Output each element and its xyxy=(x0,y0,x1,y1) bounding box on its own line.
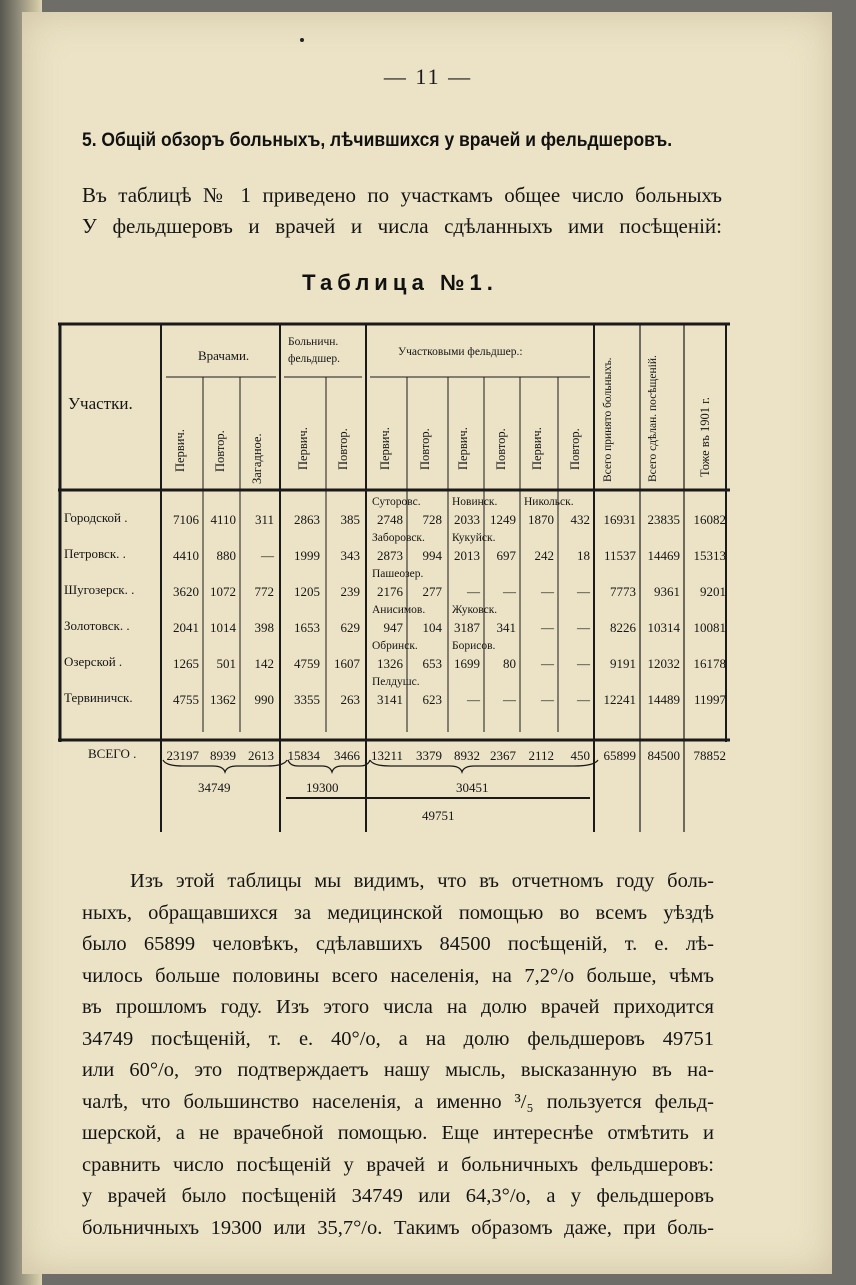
cell-tp: 9191 xyxy=(610,656,636,671)
intro-line: Въ таблицѣ № 1 приведено по участкамъ общее число больныхъ xyxy=(82,183,722,207)
cell-p1b: 623 xyxy=(422,692,442,707)
cell-h1: 1653 xyxy=(294,620,320,635)
cell-h1: 4759 xyxy=(294,656,320,671)
total-p1b: 3379 xyxy=(416,748,442,763)
district-name: Жуковск. xyxy=(452,604,498,616)
cell-p1b: 728 xyxy=(422,512,442,527)
row-name: Тервиничск. xyxy=(64,690,133,705)
cell-d3: 990 xyxy=(254,692,274,707)
cell-d2: 1072 xyxy=(210,584,236,599)
cell-p2a: 2013 xyxy=(454,548,480,563)
district-name: Анисимов. xyxy=(372,604,426,616)
cell-t1901: 11997 xyxy=(693,692,726,707)
total-d3: 2613 xyxy=(248,748,274,763)
cell-p1a: 2176 xyxy=(377,584,403,599)
cell-d3: — xyxy=(261,548,274,563)
header-total-patients: Всего принято больныхъ. xyxy=(602,357,614,482)
cell-d2: 1014 xyxy=(210,620,236,635)
row-name: Городской . xyxy=(64,510,128,525)
district-name: Пелдушс. xyxy=(372,676,420,688)
row-name: Петровск. . xyxy=(64,546,126,561)
cell-tv: 14469 xyxy=(647,548,680,563)
cell-p3b: — xyxy=(577,620,590,635)
district-name: Борисов. xyxy=(452,640,496,652)
cell-t1901: 9201 xyxy=(700,584,726,599)
cell-h2: 239 xyxy=(340,584,360,599)
cell-tp: 11537 xyxy=(603,548,636,563)
cell-tp: 16931 xyxy=(603,512,636,527)
total-p1a: 13211 xyxy=(370,748,403,763)
cell-p2a: 1699 xyxy=(454,656,480,671)
district-name: Заборовск. xyxy=(372,532,425,544)
cell-p2a: 2033 xyxy=(454,512,480,527)
district-name: Пашеозер. xyxy=(372,568,424,580)
cell-p3b: — xyxy=(577,692,590,707)
cell-tv: 9361 xyxy=(654,584,680,599)
sub-repeat: Повтор. xyxy=(568,428,582,470)
cell-p2a: — xyxy=(467,692,480,707)
cell-h1: 2863 xyxy=(294,512,320,527)
cell-h2: 343 xyxy=(340,548,360,563)
body-line: было 65899 человѣкъ, сдѣлавшихъ 84500 посѣщеній, т. е. лѣ- xyxy=(82,933,714,955)
district-name: Обринск. xyxy=(372,640,418,652)
cell-d2: 4110 xyxy=(210,512,236,527)
sub-first: Первич. xyxy=(456,427,470,470)
header-total-visits: Всего сдѣлан. посѣщеній. xyxy=(647,355,659,482)
cell-d2: 501 xyxy=(216,656,236,671)
cell-p3b: 18 xyxy=(577,548,590,563)
cell-p1a: 2873 xyxy=(377,548,403,563)
cell-d1: 1265 xyxy=(173,656,199,671)
total-tv: 84500 xyxy=(647,748,680,763)
cell-d3: 398 xyxy=(254,620,274,635)
cell-p2b: 341 xyxy=(496,620,516,635)
cell-d1: 4755 xyxy=(173,692,199,707)
cell-tp: 7773 xyxy=(610,584,636,599)
sub-repeat: Повтор. xyxy=(336,428,350,470)
total-h2: 3466 xyxy=(334,748,360,763)
sub-repeat: Повтор. xyxy=(418,428,432,470)
statistics-table xyxy=(58,322,730,842)
cell-t1901: 10081 xyxy=(693,620,726,635)
cell-d1: 3620 xyxy=(173,584,199,599)
district-name: Новинск. xyxy=(452,496,498,508)
cell-p2b: 1249 xyxy=(490,512,516,527)
cell-h2: 263 xyxy=(340,692,360,707)
sum-feldsher: 49751 xyxy=(422,808,455,823)
cell-p1b: 277 xyxy=(422,584,442,599)
cell-h1: 1205 xyxy=(294,584,320,599)
body-line: или 60°/о, это подтверждаетъ нашу мысль, высказанную въ на- xyxy=(82,1059,714,1081)
cell-p1a: 1326 xyxy=(377,656,403,671)
body-line: чалѣ, что большинство населенія, а именно ³/₅ пользуется фельд- xyxy=(82,1090,714,1113)
cell-d1: 4410 xyxy=(173,548,199,563)
cell-d3: 772 xyxy=(254,584,274,599)
intro-line: У фельдшеровъ и врачей и числа сдѣланныхъ ими посѣщеній: xyxy=(82,214,722,238)
cell-h1: 1999 xyxy=(294,548,320,563)
cell-p1b: 104 xyxy=(422,620,442,635)
cell-d2: 880 xyxy=(216,548,236,563)
district-name: Кукуйск. xyxy=(452,532,496,544)
cell-p3b: — xyxy=(577,584,590,599)
cell-t1901: 15313 xyxy=(693,548,726,563)
row-name: Шугозерск. . xyxy=(64,582,135,597)
table-title: Таблица №1. xyxy=(302,270,498,295)
cell-p2a: — xyxy=(467,584,480,599)
body-line: въ прошломъ году. Изъ этого числа на долю врачей приходится xyxy=(82,996,714,1018)
sum-district: 30451 xyxy=(456,780,489,795)
cell-tv: 14489 xyxy=(647,692,680,707)
intro-paragraph xyxy=(82,180,722,242)
cell-d1: 7106 xyxy=(173,512,199,527)
sub-first: Первич. xyxy=(530,427,544,470)
cell-p1b: 994 xyxy=(422,548,442,563)
total-tp: 65899 xyxy=(603,748,636,763)
row-name: Золотовск. . xyxy=(64,618,130,633)
cell-h2: 385 xyxy=(340,512,360,527)
cell-h2: 629 xyxy=(340,620,360,635)
cell-tp: 12241 xyxy=(603,692,636,707)
cell-p2b: 697 xyxy=(496,548,516,563)
sub-repeat: Повтор. xyxy=(494,428,508,470)
cell-p1a: 947 xyxy=(383,620,403,635)
sub-house: Загадное. xyxy=(250,433,264,484)
body-line: сравнить число посѣщеній у врачей и больничныхъ фельдшеровъ: xyxy=(82,1153,714,1176)
sub-first: Первич. xyxy=(173,429,187,472)
cell-p3a: — xyxy=(541,584,554,599)
cell-p3b: 432 xyxy=(570,512,590,527)
cell-h2: 1607 xyxy=(334,656,360,671)
cell-p3a: — xyxy=(541,692,554,707)
cell-p1b: 653 xyxy=(422,656,442,671)
cell-p3a: 242 xyxy=(534,548,554,563)
district-name: Суторовс. xyxy=(372,496,421,508)
body-paragraph xyxy=(82,866,714,1244)
cell-d3: 142 xyxy=(254,656,274,671)
cell-p2b: — xyxy=(503,584,516,599)
cell-p2a: 3187 xyxy=(454,620,480,635)
cell-p1a: 2748 xyxy=(377,512,403,527)
table-rules xyxy=(58,322,730,842)
cell-tp: 8226 xyxy=(610,620,636,635)
header-participants: Участки. xyxy=(68,394,133,413)
cell-p3a: — xyxy=(541,620,554,635)
cell-tv: 10314 xyxy=(647,620,680,635)
body-line: 34749 посѣщеній, т. е. 40°/о, а на долю фельдшеровъ 49751 xyxy=(82,1027,714,1050)
cell-t1901: 16082 xyxy=(693,512,726,527)
sub-first: Первич. xyxy=(378,427,392,470)
body-line: больничныхъ 19300 или 35,7°/о. Такимъ образомъ даже, при боль- xyxy=(82,1216,714,1239)
total-p3a: 2112 xyxy=(528,748,554,763)
body-line: у врачей было посѣщеній 34749 или 64,3°/о, а у фельдшеровъ xyxy=(82,1185,714,1207)
cell-d2: 1362 xyxy=(210,692,236,707)
cell-p1a: 3141 xyxy=(377,692,403,707)
body-line: ныхъ, обращавшихся за медицинской помощью во всемъ уѣздѣ xyxy=(82,901,714,924)
page-number: — 11 — xyxy=(383,64,473,89)
district-name: Никольск. xyxy=(524,496,574,508)
total-d1: 23197 xyxy=(166,748,199,763)
cell-tv: 12032 xyxy=(647,656,680,671)
total-label: ВСЕГО . xyxy=(88,746,137,761)
header-hosp-2: фельдшер. xyxy=(288,353,340,365)
cell-h1: 3355 xyxy=(294,692,320,707)
total-p2b: 2367 xyxy=(490,748,516,763)
cell-d3: 311 xyxy=(254,512,274,527)
cell-p3a: — xyxy=(541,656,554,671)
cell-p3b: — xyxy=(577,656,590,671)
header-doctors: Врачами. xyxy=(198,348,250,363)
total-p2a: 8932 xyxy=(454,748,480,763)
sub-repeat: Повтор. xyxy=(213,430,227,472)
header-hosp-1: Больничн. xyxy=(288,336,339,348)
cell-t1901: 16178 xyxy=(693,656,726,671)
cell-p2b: — xyxy=(503,692,516,707)
cell-tv: 23835 xyxy=(647,512,680,527)
total-h1: 15834 xyxy=(287,748,320,763)
total-p3b: 450 xyxy=(570,748,590,763)
sub-first: Первич. xyxy=(296,427,310,470)
total-t1901: 78852 xyxy=(693,748,726,763)
sum-doctors: 34749 xyxy=(198,780,231,795)
body-line: шерской, а не врачебной помощью. Еще интереснѣе отмѣтить и xyxy=(82,1122,714,1144)
ink-speck xyxy=(300,38,304,42)
body-line: чилось больше половины всего населенія, на 7,2°/о больше, чѣмъ xyxy=(82,964,714,987)
cell-p2b: 80 xyxy=(503,656,516,671)
sum-hosp: 19300 xyxy=(306,780,339,795)
cell-d1: 2041 xyxy=(173,620,199,635)
total-d2: 8939 xyxy=(210,748,236,763)
header-district: Участковыми фельдшер.: xyxy=(398,346,523,358)
body-line: Изъ этой таблицы мы видимъ, что въ отчетномъ году боль- xyxy=(130,870,714,892)
cell-p3a: 1870 xyxy=(528,512,554,527)
row-name: Озерской . xyxy=(64,654,123,669)
header-1901: Тоже въ 1901 г. xyxy=(698,397,712,477)
section-heading: 5. Общій обзоръ больныхъ, лѣчившихся у врачей и фельдшеровъ. xyxy=(82,130,673,151)
